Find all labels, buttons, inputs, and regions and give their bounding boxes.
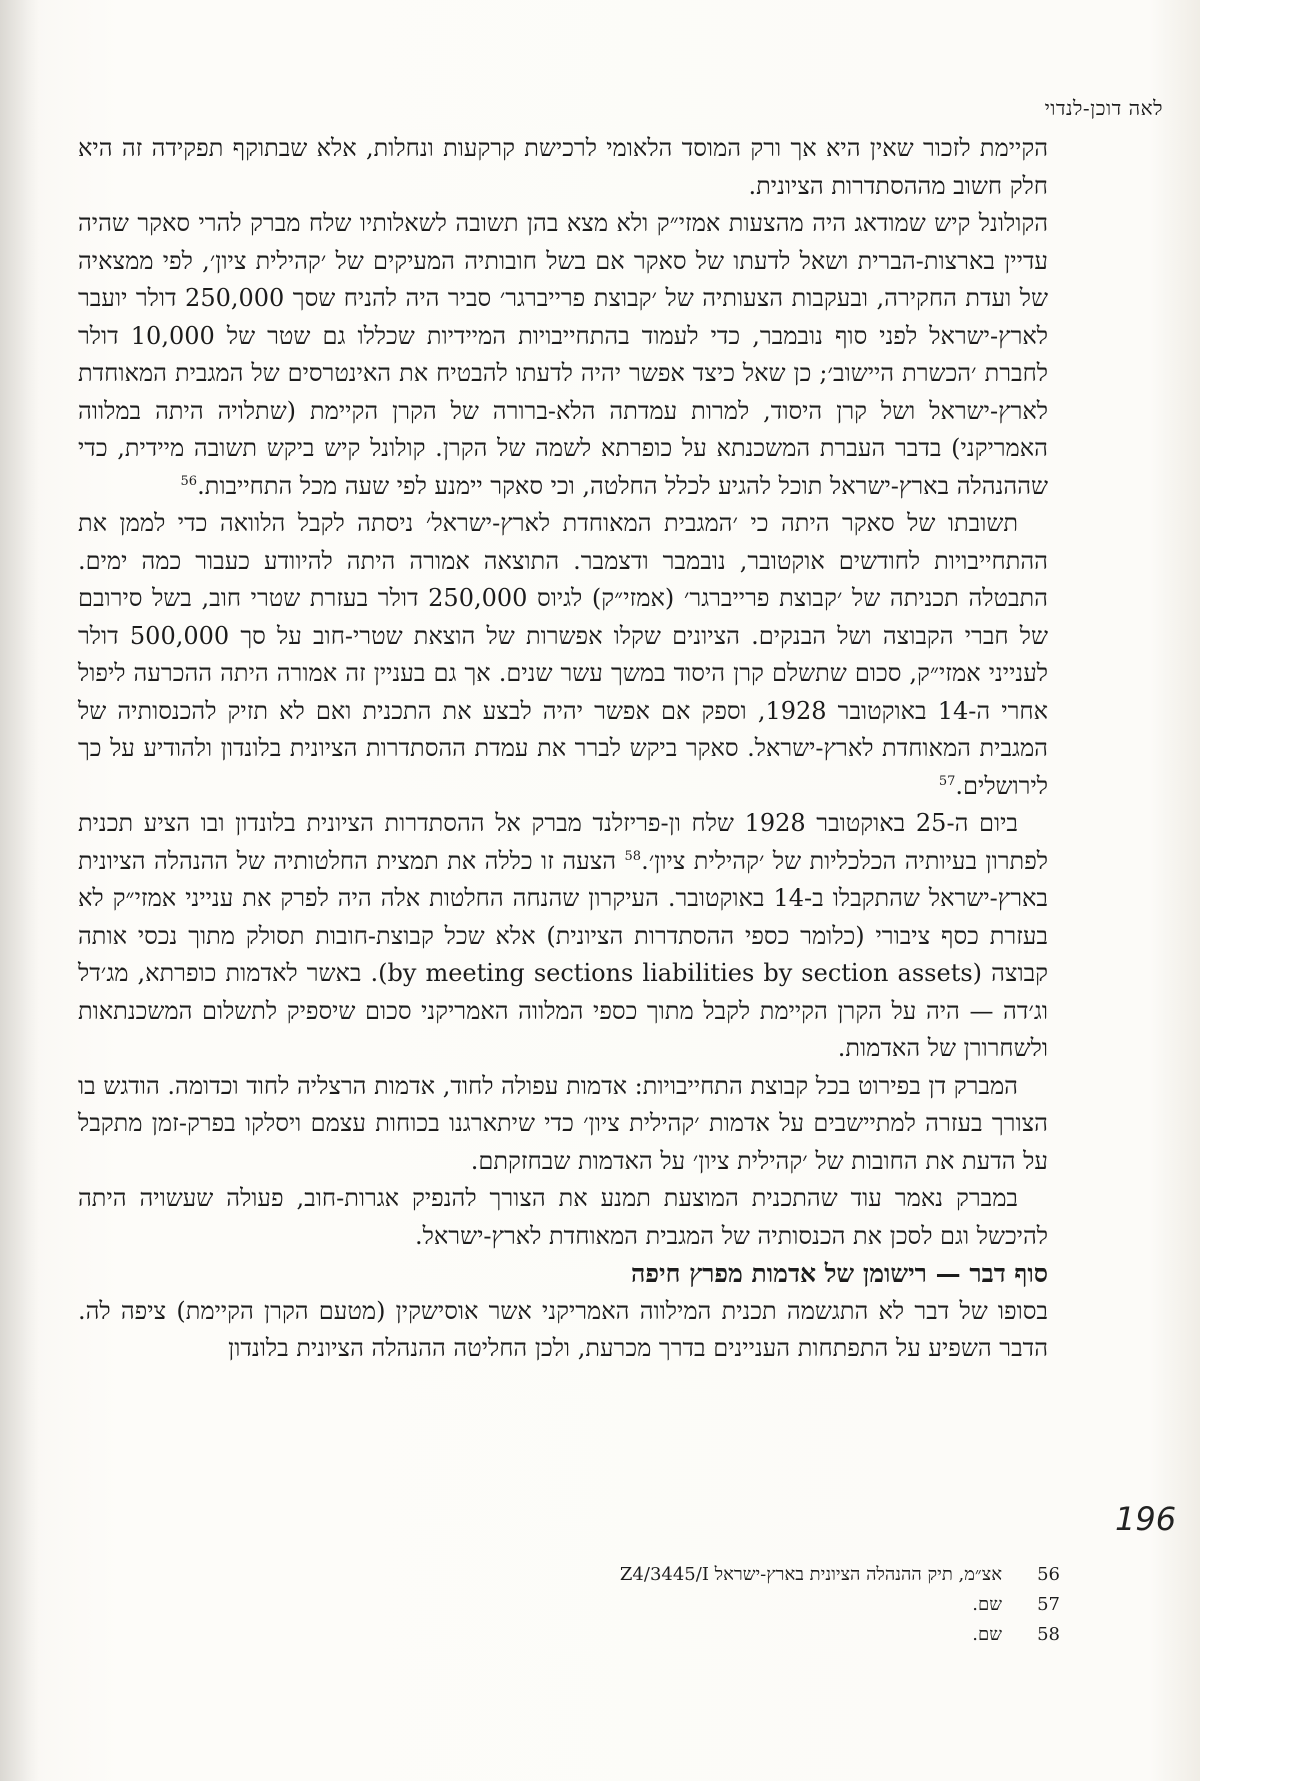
paragraph: בסופו של דבר לא התגשמה תכנית המילווה האמריקני אשר אוסישקין (מטעם הקרן הקיימת) ציפה לה. הדבר השפיע על התפתחות העניינים בדרך מכרעת, ולכן החליטה ההנהלה הציונית בלונדון bbox=[78, 1296, 1048, 1362]
footnote-text: אצ״מ, תיק ההנהלה הציונית בארץ-ישראל Z4/3445/I bbox=[619, 1564, 1002, 1585]
footnote-number: 58 bbox=[1037, 1624, 1060, 1645]
paragraph: תשובתו של סאקר היתה כי ׳המגבית המאוחדת לארץ-ישראל׳ ניסתה לקבל הלוואה כדי לממן את ההתחייבויות לחודשים אוקטובר, נובמבר ודצמבר. התוצאה אמורה היתה להיוודע כעבור כמה ימים. התבטלה תכניתה של ׳קבוצת פרייברגר׳ (אמזי״ק) לגיוס 250,000 דולר בעזרת שטרי חוב, בשל סירובם של חברי הקבוצה ושל הבנקים. הציונים שקלו אפשרות של הוצאת שטרי-חוב על סך 500,000 דולר לענייני אמזי״ק, סכום שתשלם קרן היסוד במשך עשר שנים. אך גם בעניין זה אמורה היתה ההכרעה ליפול אחרי ה-14 באוקטובר 1928, וספק אם אפשר יהיה לבצע את התכנית ואם לא תזיק להכנסותיה של המגבית המאוחדת לארץ-ישראל. סאקר ביקש לברר את עמדת ההסתדרות הציונית בלונדון ולהודיע על כך לירושלים.$^{57}$ bbox=[78, 509, 1049, 800]
paragraph: הקיימת לזכור שאין היא אך ורק המוסד הלאומי לרכישת קרקעות ונחלות, אלא שבתוקף תפקידה זה היא חלק חשוב מההסתדרות הציונית. bbox=[78, 134, 1048, 200]
body-text bbox=[78, 130, 1048, 1368]
footnote bbox=[0, 1560, 1060, 1590]
page-number: 196 bbox=[1115, 1500, 1177, 1538]
page-margin bbox=[1200, 0, 1313, 1781]
footnote-ref: 57 bbox=[938, 773, 956, 789]
paragraph: ביום ה-25 באוקטובר 1928 שלח ון-פריזלנד מברק אל ההסתדרות הציונית בלונדון ובו הציע תכנית לפתרון בעיותיה הכלכליות של ׳קהילית ציון׳.$^{58}$ הצעה זו כללה את תמצית החלטותיה של ההנהלה הציונית בארץ-ישראל שהתקבלו ב-14 באוקטובר. העיקרון שהנחה החלטות אלה היה לפרק את ענייני אמזי״ק לא בעזרת כסף ציבורי (כלומר כספי ההסתדרות הציונית) אלא שכל קבוצת-חובות תסולק מתוך נכסי אותה קבוצה (by meeting sections liabilities by section assets). באשר לאדמות כופרתא, מג׳דל וג׳דה — היה על הקרן הקיימת לקבל מתוך כספי המלווה האמריקני סכום שיספיק לתשלום המשכנתאות ולשחרורן של האדמות. bbox=[78, 809, 1049, 1062]
running-head: לאה דוכן-לנדוי bbox=[1044, 96, 1163, 120]
binding-shadow bbox=[0, 0, 40, 1781]
footnote-text: שם. bbox=[972, 1624, 1002, 1645]
paragraph: הקולונל קיש שמודאג היה מהצעות אמזי״ק ולא מצא בהן תשובה לשאלותיו שלח מברק להרי סאקר שהיה עדיין בארצות-הברית ושאל לדעתו של סאקר אם בשל חובותיה המעיקים של ׳קהילית ציון׳, לפי ממצאיה של ועדת החקירה, ובעקבות הצעותיה של ׳קבוצת פרייברגר׳ סביר היה להניח שסך 250,000 דולר יועבר לארץ-ישראל לפני סוף נובמבר, כדי לעמוד בהתחייבויות המיידיות שכללו גם שטר של 10,000 דולר לחברת ׳הכשרת היישוב׳; כן שאל כיצד אפשר יהיה לדעתו להבטיח את האינטרסים של המגבית המאוחדת לארץ-ישראל ושל קרן היסוד, למרות עמדתה הלא-ברורה של הקרן הקיימת (שתלויה היתה במלווה האמריקני) בדבר העברת המשכנתא על כופרתא לשמה של הקרן. קולונל קיש ביקש תשובה מיידית, כדי שההנהלה בארץ-ישראל תוכל להגיע לכלל החלטה, וכי סאקר יימנע לפי שעה מכל התחייבות.$^{56}$ bbox=[78, 209, 1049, 500]
paragraph: במברק נאמר עוד שהתכנית המוצעת תמנע את הצורך להנפיק אגרות-חוב, פעולה שעשויה היתה להיכשל וגם לסכן את הכנסותיה של המגבית המאוחדת לארץ-ישראל. bbox=[78, 1184, 1048, 1250]
footnote-number: 56 bbox=[1037, 1564, 1060, 1585]
footnote-ref: 58 bbox=[624, 848, 642, 864]
paragraph: המברק דן בפירוט בכל קבוצת התחייבויות: אדמות עפולה לחוד, אדמות הרצליה לחוד וכדומה. הודגש בו הצורך בעזרה למתיישבים על אדמות ׳קהילית ציון׳ כדי שיתארגנו בכוחות עצמם ויסלקו בפרק-זמן מתקבל על הדעת את החובות של ׳קהילית ציון׳ על האדמות שבחזקתם. bbox=[78, 1071, 1048, 1175]
section-heading: סוף דבר — רישומן של אדמות מפרץ חיפה bbox=[631, 1259, 1048, 1288]
footnote bbox=[0, 1590, 1060, 1620]
footnote-ref: 56 bbox=[180, 473, 198, 489]
footnote-number: 57 bbox=[1037, 1594, 1060, 1615]
footnote bbox=[0, 1620, 1060, 1650]
footnote-text: שם. bbox=[972, 1594, 1002, 1615]
footnotes bbox=[0, 1560, 1060, 1650]
